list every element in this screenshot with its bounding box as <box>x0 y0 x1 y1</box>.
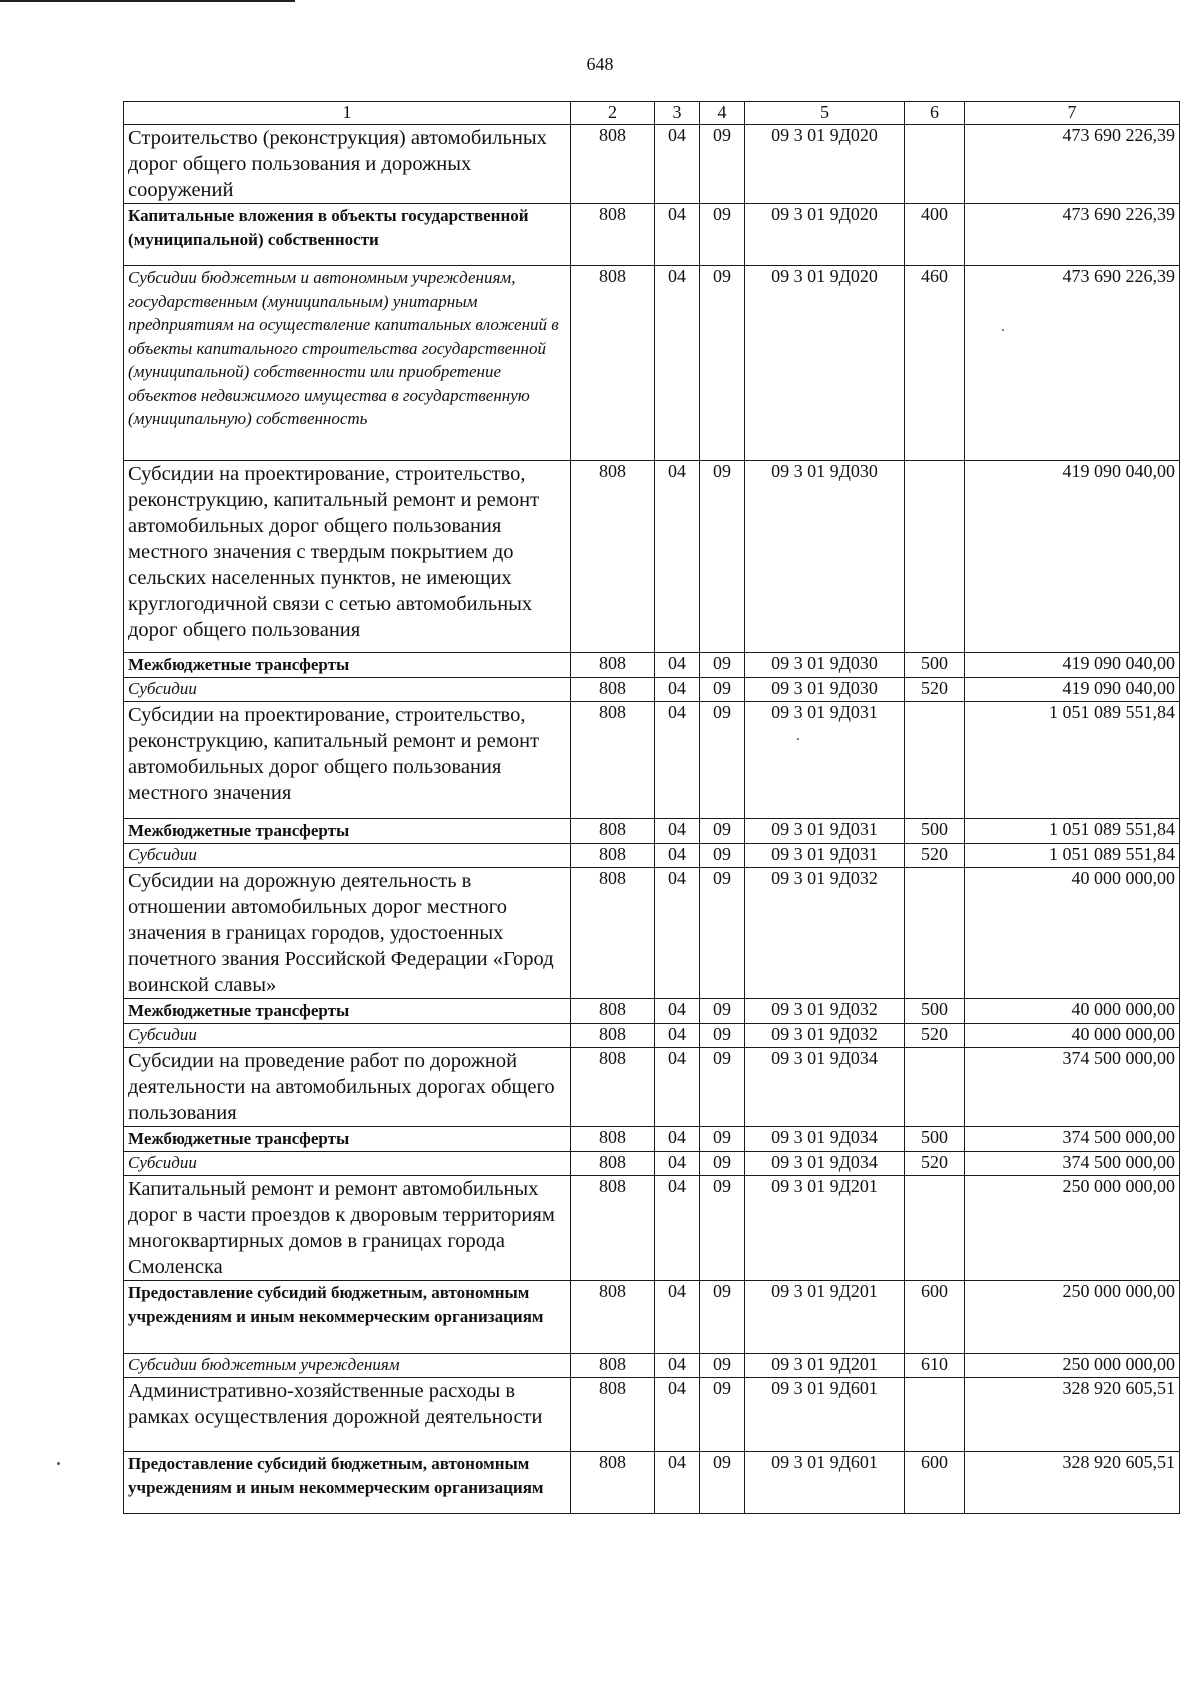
row-type-cell: 520 <box>905 844 965 868</box>
row-section-cell: 04 <box>655 653 700 678</box>
row-amount-cell: 40 000 000,00 <box>965 1024 1180 1048</box>
row-code-cell: 808 <box>571 1024 655 1048</box>
row-type-cell <box>905 1048 965 1127</box>
row-name-cell: Субсидии на проектирование, строительство, реконструкцию, капитальный ремонт и ремонт автомобильных дорог общего пользования местного значения <box>124 702 571 819</box>
row-subsection-cell: 09 <box>700 702 745 819</box>
row-code-cell: 808 <box>571 653 655 678</box>
row-section-cell: 04 <box>655 1048 700 1127</box>
table-row <box>124 1354 1180 1378</box>
row-code-cell: 808 <box>571 868 655 999</box>
header-cell: 5 <box>745 102 905 125</box>
row-section-cell: 04 <box>655 999 700 1024</box>
row-section-cell: 04 <box>655 204 700 266</box>
row-subsection-cell: 09 <box>700 1452 745 1514</box>
row-section-cell: 04 <box>655 1281 700 1354</box>
row-section-cell: 04 <box>655 819 700 844</box>
row-name-cell: Субсидии на проектирование, строительство, реконструкцию, капитальный ремонт и ремонт автомобильных дорог общего пользования местного значения с твердым покрытием до сельских населенных пунктов, не имеющих круглогодичной связи с сетью автомобильных дорог общего пользования <box>124 461 571 653</box>
row-name-cell: Субсидии <box>124 678 571 702</box>
row-code-cell: 808 <box>571 266 655 461</box>
table-row <box>124 1024 1180 1048</box>
row-subsection-cell: 09 <box>700 204 745 266</box>
scan-speck <box>797 738 799 740</box>
header-row <box>124 102 1180 125</box>
row-subsection-cell: 09 <box>700 844 745 868</box>
row-amount-cell: 328 920 605,51 <box>965 1452 1180 1514</box>
row-target-cell: 09 3 01 9Д034 <box>745 1048 905 1127</box>
header-cell: 4 <box>700 102 745 125</box>
row-target-cell: 09 3 01 9Д031 <box>745 819 905 844</box>
row-subsection-cell: 09 <box>700 1152 745 1176</box>
budget-table <box>123 101 1180 1514</box>
row-section-cell: 04 <box>655 266 700 461</box>
row-type-cell <box>905 868 965 999</box>
row-subsection-cell: 09 <box>700 999 745 1024</box>
row-section-cell: 04 <box>655 125 700 204</box>
row-type-cell: 500 <box>905 1127 965 1152</box>
row-section-cell: 04 <box>655 868 700 999</box>
row-code-cell: 808 <box>571 1378 655 1452</box>
row-subsection-cell: 09 <box>700 1354 745 1378</box>
row-subsection-cell: 09 <box>700 1127 745 1152</box>
table-row <box>124 461 1180 653</box>
row-section-cell: 04 <box>655 678 700 702</box>
row-section-cell: 04 <box>655 461 700 653</box>
row-section-cell: 04 <box>655 1024 700 1048</box>
row-code-cell: 808 <box>571 125 655 204</box>
row-type-cell <box>905 125 965 204</box>
row-target-cell: 09 3 01 9Д201 <box>745 1354 905 1378</box>
row-type-cell <box>905 1176 965 1281</box>
row-target-cell: 09 3 01 9Д030 <box>745 653 905 678</box>
row-amount-cell: 40 000 000,00 <box>965 999 1180 1024</box>
row-subsection-cell: 09 <box>700 819 745 844</box>
table-row <box>124 266 1180 461</box>
row-amount-cell: 1 051 089 551,84 <box>965 844 1180 868</box>
row-type-cell <box>905 1378 965 1452</box>
row-target-cell: 09 3 01 9Д031 <box>745 702 905 819</box>
row-code-cell: 808 <box>571 461 655 653</box>
row-name-cell: Капитальный ремонт и ремонт автомобильных дорог в части проездов к дворовым территориям многоквартирных домов в границах города Смоленска <box>124 1176 571 1281</box>
row-code-cell: 808 <box>571 204 655 266</box>
table-row <box>124 1152 1180 1176</box>
row-name-cell: Субсидии <box>124 1152 571 1176</box>
row-amount-cell: 419 090 040,00 <box>965 461 1180 653</box>
row-type-cell: 500 <box>905 999 965 1024</box>
row-subsection-cell: 09 <box>700 1024 745 1048</box>
row-target-cell: 09 3 01 9Д034 <box>745 1152 905 1176</box>
page-number: 648 <box>586 54 614 74</box>
table-row <box>124 702 1180 819</box>
row-target-cell: 09 3 01 9Д031 <box>745 844 905 868</box>
row-code-cell: 808 <box>571 819 655 844</box>
row-subsection-cell: 09 <box>700 1048 745 1127</box>
row-type-cell: 600 <box>905 1281 965 1354</box>
row-amount-cell: 374 500 000,00 <box>965 1152 1180 1176</box>
table-row <box>124 204 1180 266</box>
row-code-cell: 808 <box>571 844 655 868</box>
row-section-cell: 04 <box>655 1176 700 1281</box>
row-amount-cell: 1 051 089 551,84 <box>965 819 1180 844</box>
row-code-cell: 808 <box>571 1354 655 1378</box>
scan-speck <box>57 1462 60 1465</box>
row-code-cell: 808 <box>571 678 655 702</box>
table-row <box>124 1378 1180 1452</box>
row-section-cell: 04 <box>655 1152 700 1176</box>
row-target-cell: 09 3 01 9Д601 <box>745 1378 905 1452</box>
row-name-cell: Субсидии <box>124 1024 571 1048</box>
row-target-cell: 09 3 01 9Д201 <box>745 1281 905 1354</box>
row-subsection-cell: 09 <box>700 1281 745 1354</box>
row-amount-cell: 40 000 000,00 <box>965 868 1180 999</box>
row-target-cell: 09 3 01 9Д032 <box>745 1024 905 1048</box>
row-amount-cell: 374 500 000,00 <box>965 1127 1180 1152</box>
row-target-cell: 09 3 01 9Д034 <box>745 1127 905 1152</box>
row-amount-cell: 473 690 226,39 <box>965 125 1180 204</box>
row-section-cell: 04 <box>655 844 700 868</box>
table-row <box>124 844 1180 868</box>
row-code-cell: 808 <box>571 1152 655 1176</box>
row-code-cell: 808 <box>571 702 655 819</box>
row-target-cell: 09 3 01 9Д601 <box>745 1452 905 1514</box>
table-row <box>124 1048 1180 1127</box>
row-subsection-cell: 09 <box>700 868 745 999</box>
table-row <box>124 653 1180 678</box>
row-amount-cell: 374 500 000,00 <box>965 1048 1180 1127</box>
top-rule <box>0 0 295 2</box>
row-subsection-cell: 09 <box>700 1378 745 1452</box>
row-amount-cell: 250 000 000,00 <box>965 1176 1180 1281</box>
table-row <box>124 678 1180 702</box>
header-cell: 2 <box>571 102 655 125</box>
row-amount-cell: 250 000 000,00 <box>965 1281 1180 1354</box>
row-amount-cell: 419 090 040,00 <box>965 678 1180 702</box>
row-section-cell: 04 <box>655 1354 700 1378</box>
row-code-cell: 808 <box>571 1452 655 1514</box>
row-name-cell: Субсидии бюджетным и автономным учреждениям, государственным (муниципальным) унитарным предприятиям на осуществление капитальных вложений в объекты капитального строительства государственной (муниципальной) собственности или приобретение объектов недвижимого имущества в государственную (муниципальную) собственность <box>124 266 571 461</box>
row-type-cell: 520 <box>905 1024 965 1048</box>
row-type-cell: 500 <box>905 653 965 678</box>
row-target-cell: 09 3 01 9Д032 <box>745 868 905 999</box>
row-type-cell <box>905 702 965 819</box>
row-target-cell: 09 3 01 9Д030 <box>745 461 905 653</box>
row-subsection-cell: 09 <box>700 653 745 678</box>
row-name-cell: Межбюджетные трансферты <box>124 819 571 844</box>
row-type-cell: 500 <box>905 819 965 844</box>
table-row <box>124 1281 1180 1354</box>
header-cell: 3 <box>655 102 700 125</box>
row-subsection-cell: 09 <box>700 1176 745 1281</box>
table-row <box>124 1127 1180 1152</box>
row-name-cell: Капитальные вложения в объекты государственной (муниципальной) собственности <box>124 204 571 266</box>
row-name-cell: Строительство (реконструкция) автомобильных дорог общего пользования и дорожных сооружений <box>124 125 571 204</box>
row-name-cell: Предоставление субсидий бюджетным, автономным учреждениям и иным некоммерческим организациям <box>124 1281 571 1354</box>
row-target-cell: 09 3 01 9Д020 <box>745 266 905 461</box>
row-amount-cell: 328 920 605,51 <box>965 1378 1180 1452</box>
row-section-cell: 04 <box>655 1378 700 1452</box>
row-subsection-cell: 09 <box>700 125 745 204</box>
row-type-cell: 610 <box>905 1354 965 1378</box>
header-cell: 6 <box>905 102 965 125</box>
row-type-cell: 460 <box>905 266 965 461</box>
row-name-cell: Предоставление субсидий бюджетным, автономным учреждениям и иным некоммерческим организациям <box>124 1452 571 1514</box>
row-section-cell: 04 <box>655 1452 700 1514</box>
row-target-cell: 09 3 01 9Д020 <box>745 125 905 204</box>
row-subsection-cell: 09 <box>700 266 745 461</box>
row-name-cell: Административно-хозяйственные расходы в рамках осуществления дорожной деятельности <box>124 1378 571 1452</box>
header-cell: 1 <box>124 102 571 125</box>
row-target-cell: 09 3 01 9Д020 <box>745 204 905 266</box>
row-name-cell: Межбюджетные трансферты <box>124 999 571 1024</box>
row-code-cell: 808 <box>571 999 655 1024</box>
row-code-cell: 808 <box>571 1127 655 1152</box>
row-code-cell: 808 <box>571 1048 655 1127</box>
row-name-cell: Межбюджетные трансферты <box>124 1127 571 1152</box>
row-amount-cell: 473 690 226,39 <box>965 266 1180 461</box>
row-target-cell: 09 3 01 9Д032 <box>745 999 905 1024</box>
row-name-cell: Межбюджетные трансферты <box>124 653 571 678</box>
row-amount-cell: 250 000 000,00 <box>965 1354 1180 1378</box>
row-section-cell: 04 <box>655 702 700 819</box>
table-row <box>124 125 1180 204</box>
row-target-cell: 09 3 01 9Д201 <box>745 1176 905 1281</box>
row-amount-cell: 1 051 089 551,84 <box>965 702 1180 819</box>
scan-speck <box>1002 329 1004 331</box>
row-name-cell: Субсидии <box>124 844 571 868</box>
row-type-cell: 520 <box>905 1152 965 1176</box>
row-type-cell <box>905 461 965 653</box>
row-amount-cell: 419 090 040,00 <box>965 653 1180 678</box>
table-row <box>124 1452 1180 1514</box>
table-row <box>124 1176 1180 1281</box>
row-target-cell: 09 3 01 9Д030 <box>745 678 905 702</box>
row-name-cell: Субсидии на проведение работ по дорожной деятельности на автомобильных дорогах общего пользования <box>124 1048 571 1127</box>
row-amount-cell: 473 690 226,39 <box>965 204 1180 266</box>
table-row <box>124 999 1180 1024</box>
row-type-cell: 520 <box>905 678 965 702</box>
row-name-cell: Субсидии бюджетным учреждениям <box>124 1354 571 1378</box>
row-section-cell: 04 <box>655 1127 700 1152</box>
row-subsection-cell: 09 <box>700 461 745 653</box>
header-cell: 7 <box>965 102 1180 125</box>
row-type-cell: 400 <box>905 204 965 266</box>
table-row <box>124 819 1180 844</box>
row-code-cell: 808 <box>571 1176 655 1281</box>
row-subsection-cell: 09 <box>700 678 745 702</box>
table-row <box>124 868 1180 999</box>
row-name-cell: Субсидии на дорожную деятельность в отношении автомобильных дорог местного значения в границах городов, удостоенных почетного звания Российской Федерации «Город воинской славы» <box>124 868 571 999</box>
row-code-cell: 808 <box>571 1281 655 1354</box>
row-type-cell: 600 <box>905 1452 965 1514</box>
